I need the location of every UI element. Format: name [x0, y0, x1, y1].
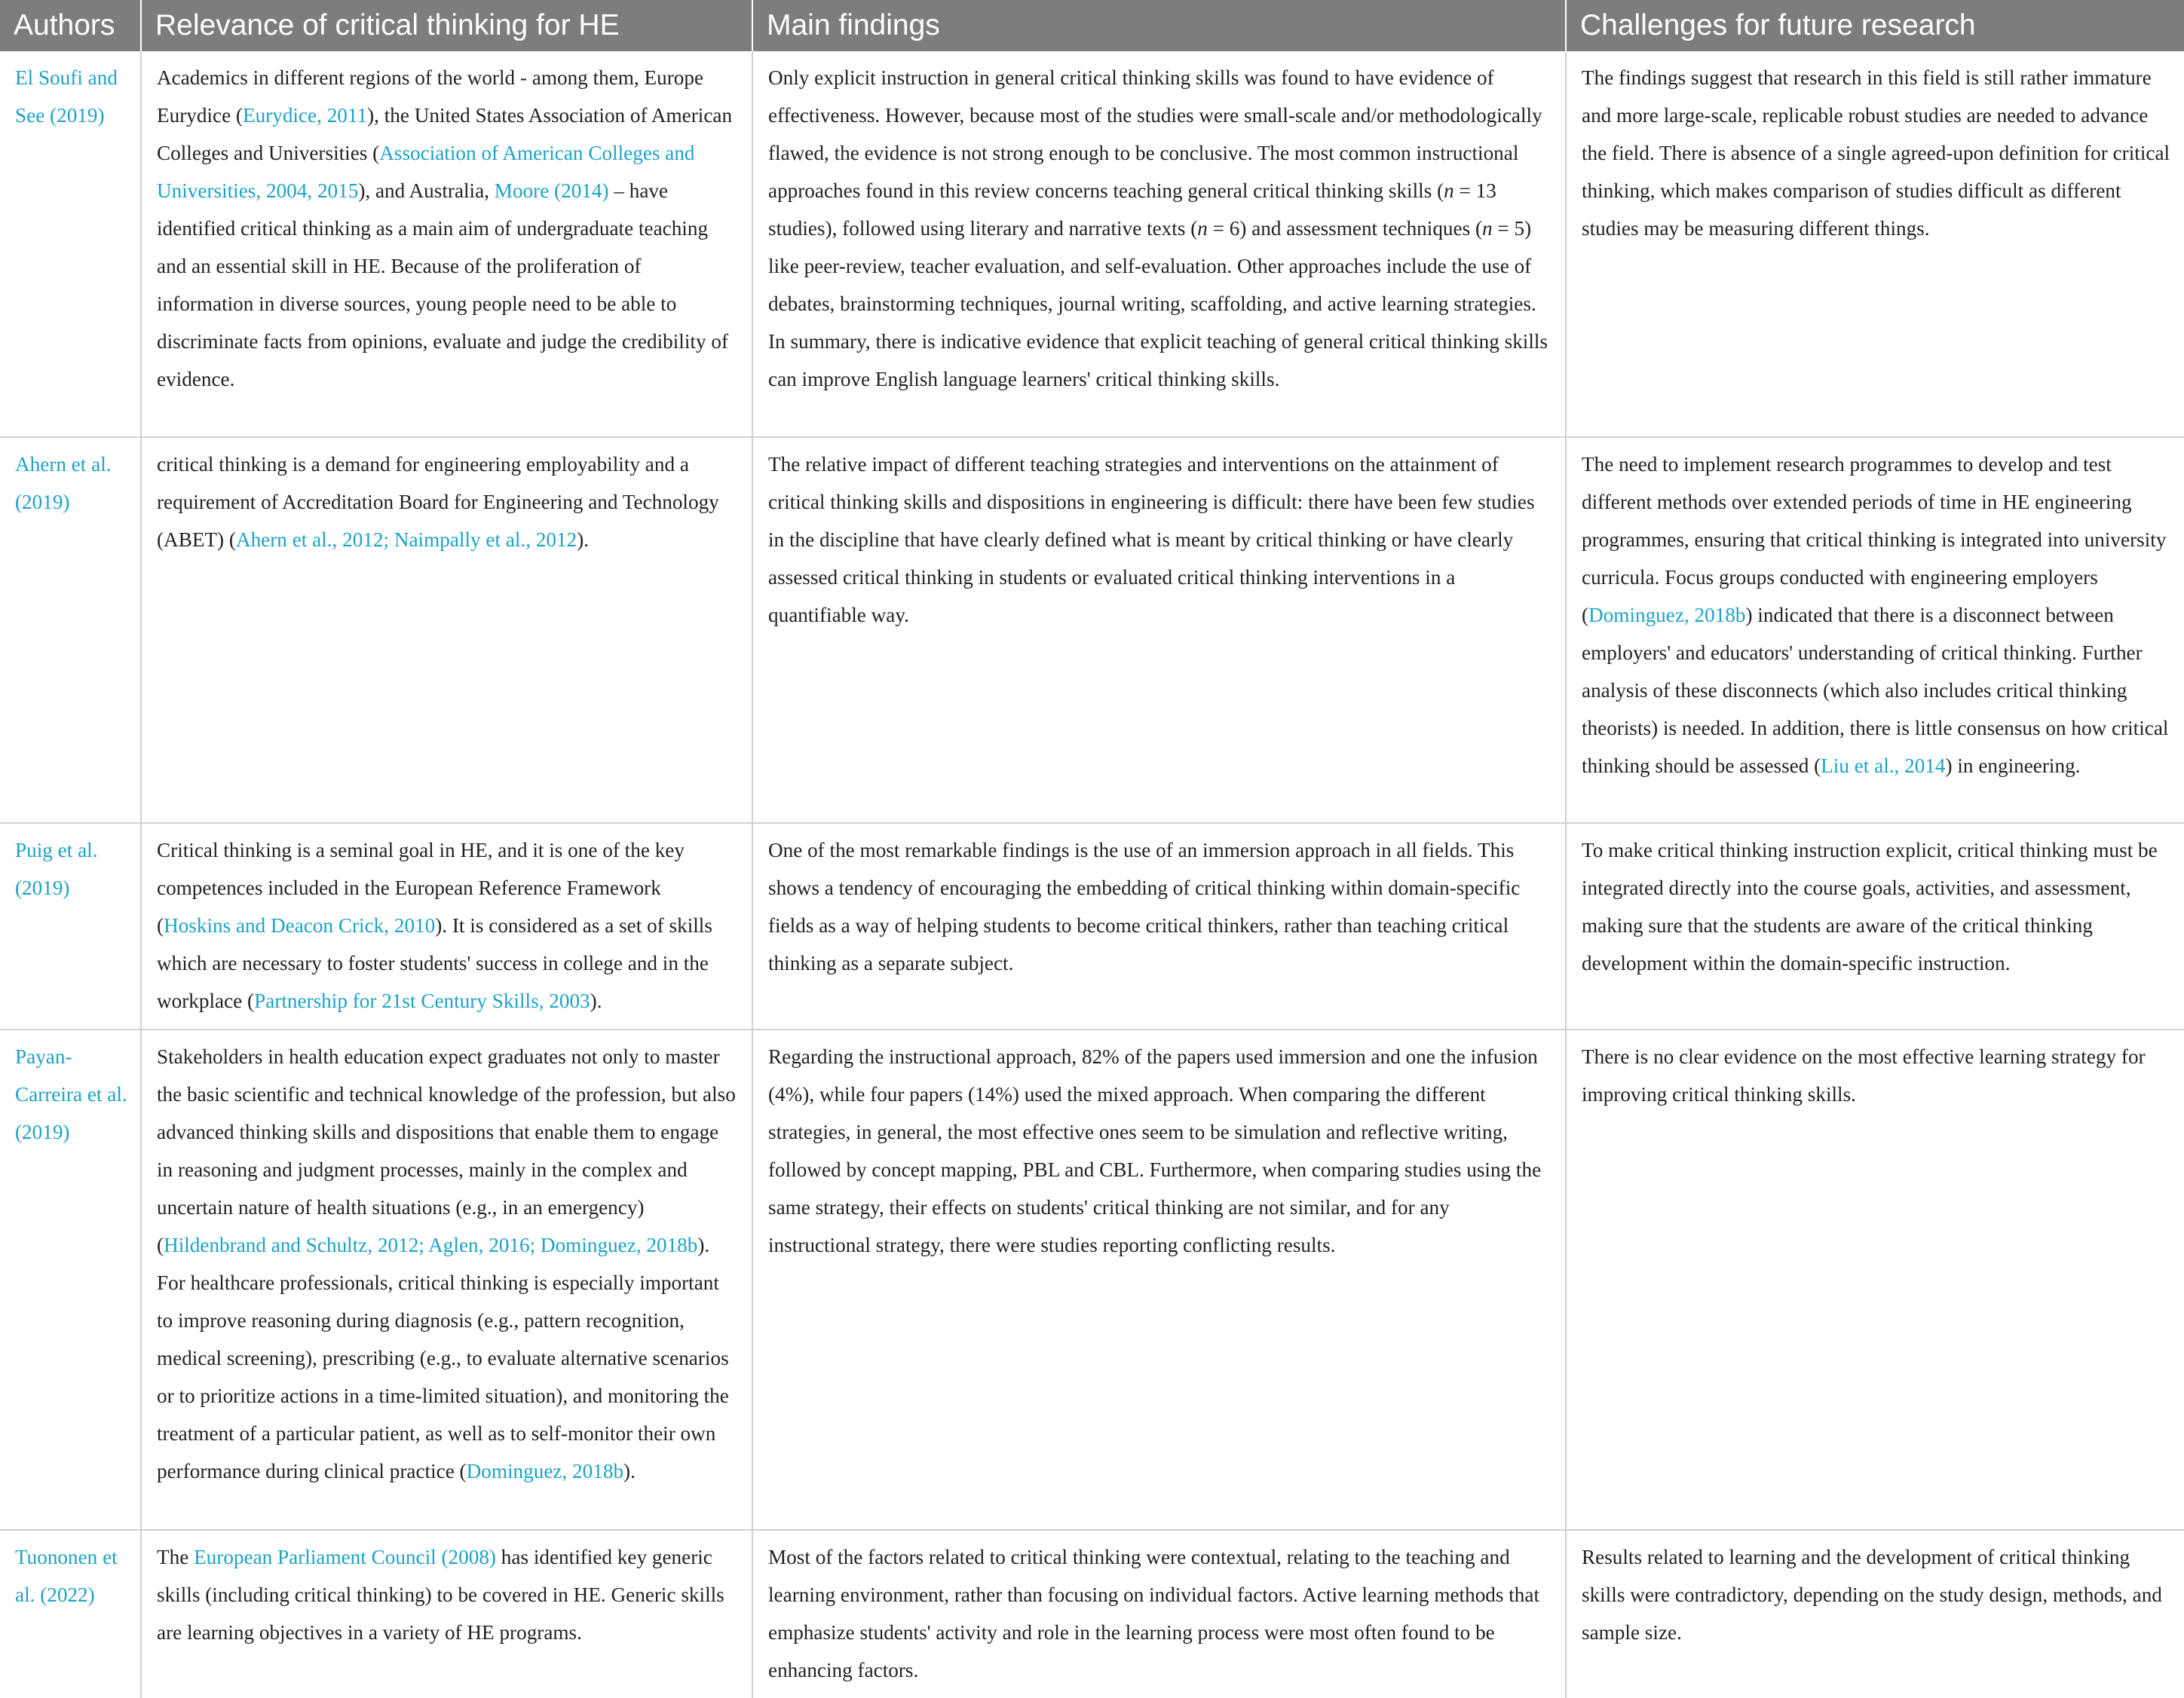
cell-text: The need to implement research programmes to develop and test different methods over extended periods of time in HE engineering programmes, ensuring that critical thinking is integrated into university curricula. Focus groups conducted with engineering employers ( [1582, 453, 2167, 626]
header-authors: Authors [0, 0, 141, 51]
cell-text: ) indicated that there is a disconnect between employers' and educators' understanding of critical thinking. Further analysis of these disconnects (which also includes critical thinking theorists) is needed. In addition, there is little consensus on how critical thinking should be assessed ( [1582, 604, 2169, 777]
author-link[interactable]: El Soufi and See (2019) [15, 66, 118, 127]
relevance-cell [141, 51, 752, 437]
citation-link[interactable]: Moore (2014) [494, 179, 609, 202]
author-link[interactable]: Tuononen et al. (2022) [15, 1546, 118, 1606]
relevance-cell [141, 437, 752, 823]
author-cell[interactable] [0, 51, 141, 437]
author-cell[interactable] [0, 437, 141, 823]
cell-text: One of the most remarkable findings is the use of an immersion approach in all fields. This shows a tendency of encouraging the embedding of critical thinking within domain-specific fields as a way of helping students to become critical thinkers, rather than teaching critical thinking as a separate subject. [768, 839, 1521, 974]
findings-cell [752, 437, 1566, 823]
citation-link[interactable]: Ahern et al., 2012; Naimpally et al., 2012 [235, 528, 577, 551]
findings-cell [752, 51, 1566, 437]
author-link[interactable]: Ahern et al. (2019) [15, 453, 112, 513]
cell-text: To make critical thinking instruction explicit, critical thinking must be integrated directly into the course goals, activities, and assessment, making sure that the students are aware of the critical thinking development within the domain-specific instruction. [1582, 839, 2158, 974]
citation-link[interactable]: Association of American Colleges and Universities, 2004, 2015 [157, 142, 695, 202]
citation-link[interactable]: European Parliament Council (2008) [194, 1546, 496, 1568]
cell-text: ). [590, 990, 602, 1012]
cell-text: Critical thinking is a seminal goal in HE, and it is one of the key competences included in the European Reference Framework ( [157, 839, 685, 937]
cell-text: The relative impact of different teaching strategies and interventions on the attainment of critical thinking skills and dispositions in engineering is difficult: there have been few studies in the discipline that have clearly defined what is meant by critical thinking or have clearly assessed critical thinking in students or evaluated critical thinking interventions in a quantifiable way. [768, 453, 1535, 626]
findings-cell [752, 823, 1566, 1030]
findings-cell [752, 1530, 1566, 1698]
cell-text: Stakeholders in health education expect graduates not only to master the basic scientific and technical knowledge of the profession, but also advanced thinking skills and dispositions that enable them to engage in reasoning and judgment processes, mainly in the complex and uncertain nature of health situations (e.g., in an emergency) ( [157, 1045, 736, 1256]
findings-cell [752, 1030, 1566, 1530]
citation-link[interactable]: Dominguez, 2018b [466, 1460, 624, 1482]
table-header [0, 0, 2184, 51]
header-findings: Main findings [752, 0, 1566, 51]
citation-link[interactable]: Dominguez, 2018b [1588, 604, 1746, 626]
cell-text: Academics in different regions of the world - among them, Europe Eurydice ( [157, 66, 704, 127]
cell-text: = 6) and assessment techniques ( [1207, 217, 1483, 240]
table-row [0, 51, 2184, 437]
cell-text: The [157, 1546, 195, 1568]
table-body [0, 51, 2184, 1698]
cell-text: ), and Australia, [358, 179, 495, 202]
author-link[interactable]: Puig et al. (2019) [15, 839, 98, 899]
cell-text: ). [577, 528, 590, 551]
citation-link[interactable]: Partnership for 21st Century Skills, 2003 [254, 990, 590, 1012]
cell-text: critical thinking is a demand for engineering employability and a requirement of Accreditation Board for Engineering and Technology (ABET) ( [157, 453, 719, 551]
table-row [0, 823, 2184, 1030]
italic-symbol: n [1482, 217, 1493, 240]
table-row [0, 1530, 2184, 1698]
citation-link[interactable]: Hildenbrand and Schultz, 2012; Aglen, 2016; Dominguez, 2018b [164, 1234, 698, 1256]
challenges-cell [1566, 51, 2184, 437]
cell-text: – have identified critical thinking as a main aim of undergraduate teaching and an essential skill in HE. Because of the proliferation of information in diverse sources, young people need to be able to discriminate facts from opinions, evaluate and judge the credibility of evidence. [157, 179, 728, 390]
relevance-cell [141, 1530, 752, 1698]
cell-text: ). For healthcare professionals, critical thinking is especially important to improve reasoning during diagnosis (e.g., pattern recognition, medical screening), prescribing (e.g., to evaluate alternative scenarios or to prioritize actions in a time-limited situation), and monitoring the treatment of a particular patient, as well as to self-monitor their own performance during clinical practice ( [157, 1234, 729, 1482]
header-relevance: Relevance of critical thinking for HE [141, 0, 752, 51]
challenges-cell [1566, 823, 2184, 1030]
cell-text: Regarding the instructional approach, 82% of the papers used immersion and one the infusion (4%), while four papers (14%) used the mixed approach. When comparing the different strategies, in general, the most effective ones seem to be simulation and reflective writing, followed by concept mapping, PBL and CBL. Furthermore, when comparing studies using the same strategy, their effects on students' critical thinking are not similar, and for any instructional strategy, there were studies reporting conflicting results. [768, 1045, 1542, 1256]
cell-text: = 5) like peer-review, teacher evaluation, and self-evaluation. Other approaches include the use of debates, brainstorming techniques, journal writing, scaffolding, and active learning strategies. In summary, there is indicative evidence that explicit teaching of general critical thinking skills can improve English language learners' critical thinking skills. [768, 217, 1548, 390]
cell-text: ). [623, 1460, 636, 1482]
author-cell[interactable] [0, 1530, 141, 1698]
cell-text: The findings suggest that research in this field is still rather immature and more large-scale, replicable robust studies are needed to advance the field. There is absence of a single agreed-upon definition for critical thinking, which makes comparison of studies difficult as different studies may be measuring different things. [1582, 66, 2170, 240]
cell-text: ) in engineering. [1945, 754, 2081, 777]
relevance-cell [141, 1030, 752, 1530]
author-link[interactable]: Payan-Carreira et al. (2019) [15, 1045, 127, 1143]
cell-text: There is no clear evidence on the most effective learning strategy for improving critical thinking skills. [1582, 1045, 2146, 1106]
cell-text: ), the United States Association of American Colleges and Universities ( [157, 104, 733, 164]
cell-text: Only explicit instruction in general critical thinking skills was found to have evidence of effectiveness. However, because most of the studies were small-scale and/or methodologically flawed, the evidence is not strong enough to be conclusive. The most common instructional approaches found in this review concerns teaching general critical thinking skills ( [768, 66, 1542, 202]
author-cell[interactable] [0, 1030, 141, 1530]
challenges-cell [1566, 1530, 2184, 1698]
citation-link[interactable]: Hoskins and Deacon Crick, 2010 [164, 914, 436, 937]
cell-text: Results related to learning and the development of critical thinking skills were contradictory, depending on the study design, methods, and sample size. [1582, 1546, 2162, 1644]
table-row [0, 1030, 2184, 1530]
challenges-cell [1566, 437, 2184, 823]
citation-link[interactable]: Liu et al., 2014 [1821, 754, 1946, 777]
cell-text: Most of the factors related to critical thinking were contextual, relating to the teaching and learning environment, rather than focusing on individual factors. Active learning methods that emphasize students' activity and role in the learning process were most often found to be enhancing factors. [768, 1546, 1540, 1681]
challenges-cell [1566, 1030, 2184, 1530]
citation-link[interactable]: Eurydice, 2011 [242, 104, 368, 127]
cell-text: ). It is considered as a set of skills which are necessary to foster students' success in college and in the workplace ( [157, 914, 712, 1012]
header-row [0, 0, 2184, 51]
header-challenges: Challenges for future research [1566, 0, 2184, 51]
italic-symbol: n [1197, 217, 1208, 240]
relevance-cell [141, 823, 752, 1030]
cell-text: has identified key generic skills (including critical thinking) to be covered in HE. Generic skills are learning objectives in a variety of HE programs. [157, 1546, 724, 1644]
cell-text: = 13 studies), followed using literary and narrative texts ( [768, 179, 1496, 240]
table-row [0, 437, 2184, 823]
italic-symbol: n [1444, 179, 1454, 202]
author-cell[interactable] [0, 823, 141, 1030]
